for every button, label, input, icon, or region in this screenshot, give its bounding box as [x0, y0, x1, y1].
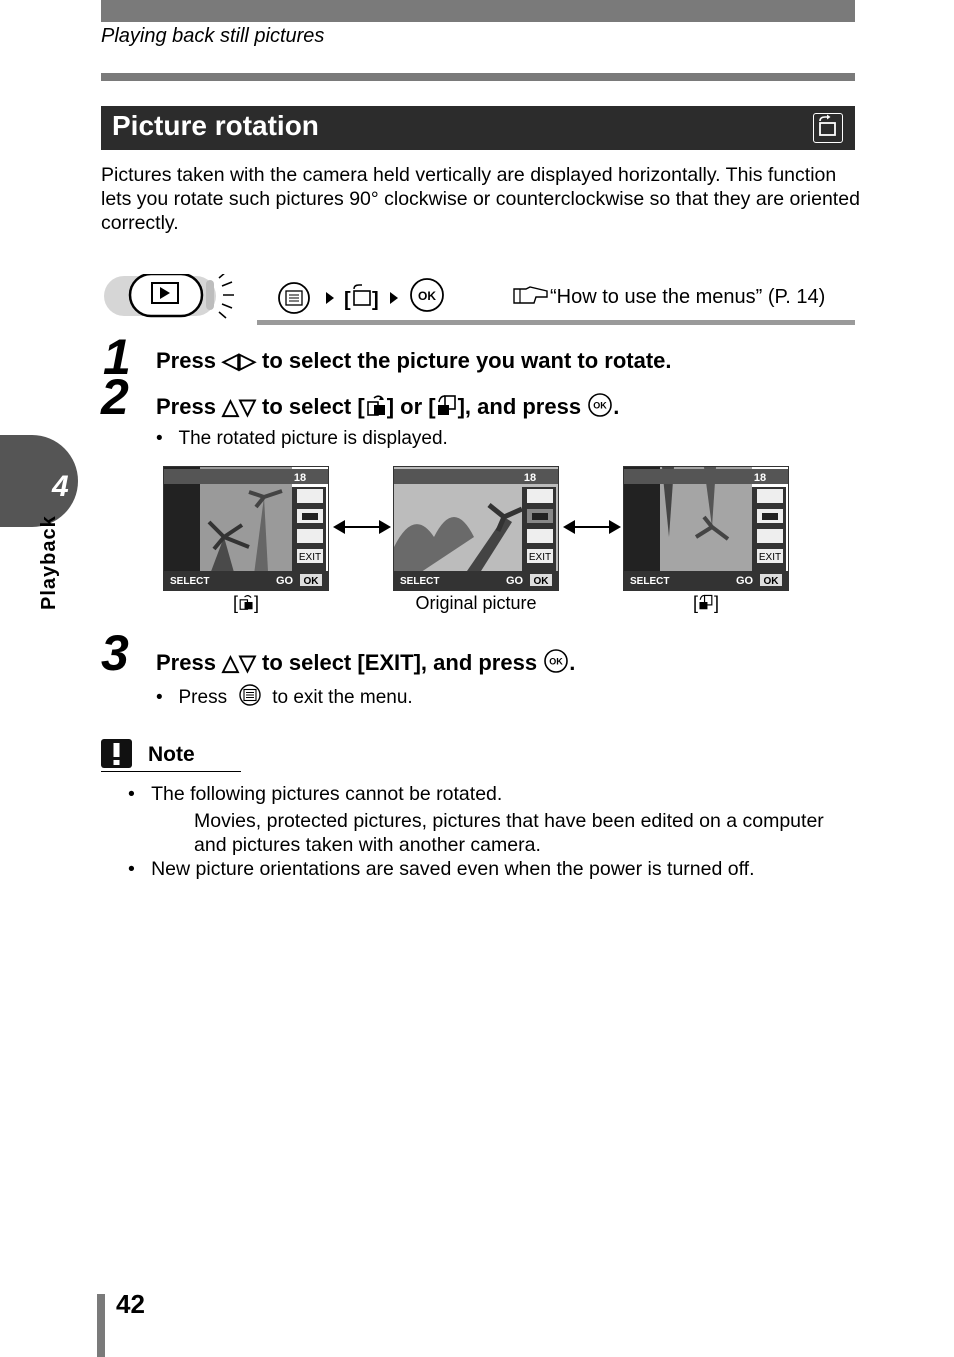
menu-path-rule — [257, 320, 855, 325]
header-rule — [101, 73, 855, 81]
section-header: Playing back still pictures — [101, 25, 325, 47]
reference-hand-icon — [512, 285, 550, 311]
caption-cw: [ ] — [623, 593, 789, 616]
reference-text: “How to use the menus” (P. 14) — [550, 286, 826, 308]
screen-counter: 18 — [293, 472, 307, 484]
rotate-cw-icon — [436, 393, 458, 423]
playback-button-graphic — [104, 274, 244, 316]
screen-ok-label: OK — [303, 576, 319, 587]
rotate-cw-icon — [698, 593, 714, 616]
svg-text:OK: OK — [549, 656, 563, 667]
screen-select-label: SELECT — [170, 576, 210, 587]
ok-button-icon — [543, 648, 569, 680]
screen-go-label: GO — [506, 575, 524, 587]
ok-label-menu: OK — [418, 289, 436, 303]
screen-counter: 18 — [753, 472, 767, 484]
screen-go-label: GO — [276, 575, 294, 587]
double-arrow-right — [563, 514, 621, 545]
note-item-1-detail: Movies, protected pictures, pictures that have been edited on a computer and pictures taken with another camera. — [194, 810, 824, 856]
note-item-2: • New picture orientations are saved even when the power is turned off. — [128, 858, 755, 880]
screen-counter: 18 — [523, 472, 537, 484]
lcd-screen-ccw — [163, 466, 329, 591]
note-icon — [101, 739, 132, 773]
screen-go-label: GO — [736, 575, 754, 587]
screen-ok-label: OK — [763, 576, 779, 587]
rotate-ccw-icon — [365, 393, 387, 423]
lcd-screen-original — [393, 466, 559, 591]
caption-original: Original picture — [415, 593, 537, 613]
intro-text: Pictures taken with the camera held vertically are displayed horizontally. This function lets you rotate such pictures 90° clockwise or counterclockwise so that they are oriented correctly. — [101, 164, 860, 234]
step-3-number: 3 — [101, 625, 129, 681]
note-item-1: • The following pictures cannot be rotated. — [128, 783, 503, 805]
double-arrow-left — [333, 514, 391, 545]
title-bar — [101, 106, 855, 150]
screen-ok-label: OK — [533, 576, 549, 587]
chapter-number: 4 — [52, 470, 69, 503]
header-bar — [101, 0, 855, 22]
step-1-text: Press ◁▷ to select the picture you want to rotate. — [156, 348, 672, 373]
svg-text:[: [ — [344, 289, 351, 311]
step-3-text: Press △▽ to select [EXIT], and press OK . — [156, 648, 575, 680]
menu-path — [276, 278, 456, 318]
svg-text:OK: OK — [593, 400, 607, 411]
screen-select-label: SELECT — [630, 576, 670, 587]
svg-text:]: ] — [372, 289, 379, 311]
ok-button-icon — [587, 392, 613, 424]
step-3-bullet: • Press to exit the menu. — [156, 683, 413, 713]
page-title: Picture rotation — [112, 110, 319, 141]
page-number: 42 — [116, 1289, 145, 1319]
screen-exit-label: EXIT — [528, 552, 552, 563]
page-number-bar — [97, 1294, 105, 1357]
rotate-ccw-icon — [238, 593, 254, 616]
chapter-label: Playback — [38, 515, 60, 610]
screen-exit-label: EXIT — [298, 552, 322, 563]
lcd-screen-cw — [623, 466, 789, 591]
screen-exit-label: EXIT — [758, 552, 782, 563]
note-underline — [101, 771, 241, 772]
rotate-icon — [813, 113, 843, 143]
step-1-number: 1 — [103, 329, 131, 385]
note-title: Note — [148, 743, 195, 766]
step-2-number: 2 — [101, 369, 129, 425]
step-2-bullet: • The rotated picture is displayed. — [156, 428, 448, 449]
step-2-text: Press △▽ to select [ ] or [ ], and press OK . — [156, 392, 619, 424]
caption-ccw: [ ] — [163, 593, 329, 616]
screen-select-label: SELECT — [400, 576, 440, 587]
menu-reference — [512, 285, 825, 311]
menu-button-icon — [238, 683, 262, 713]
